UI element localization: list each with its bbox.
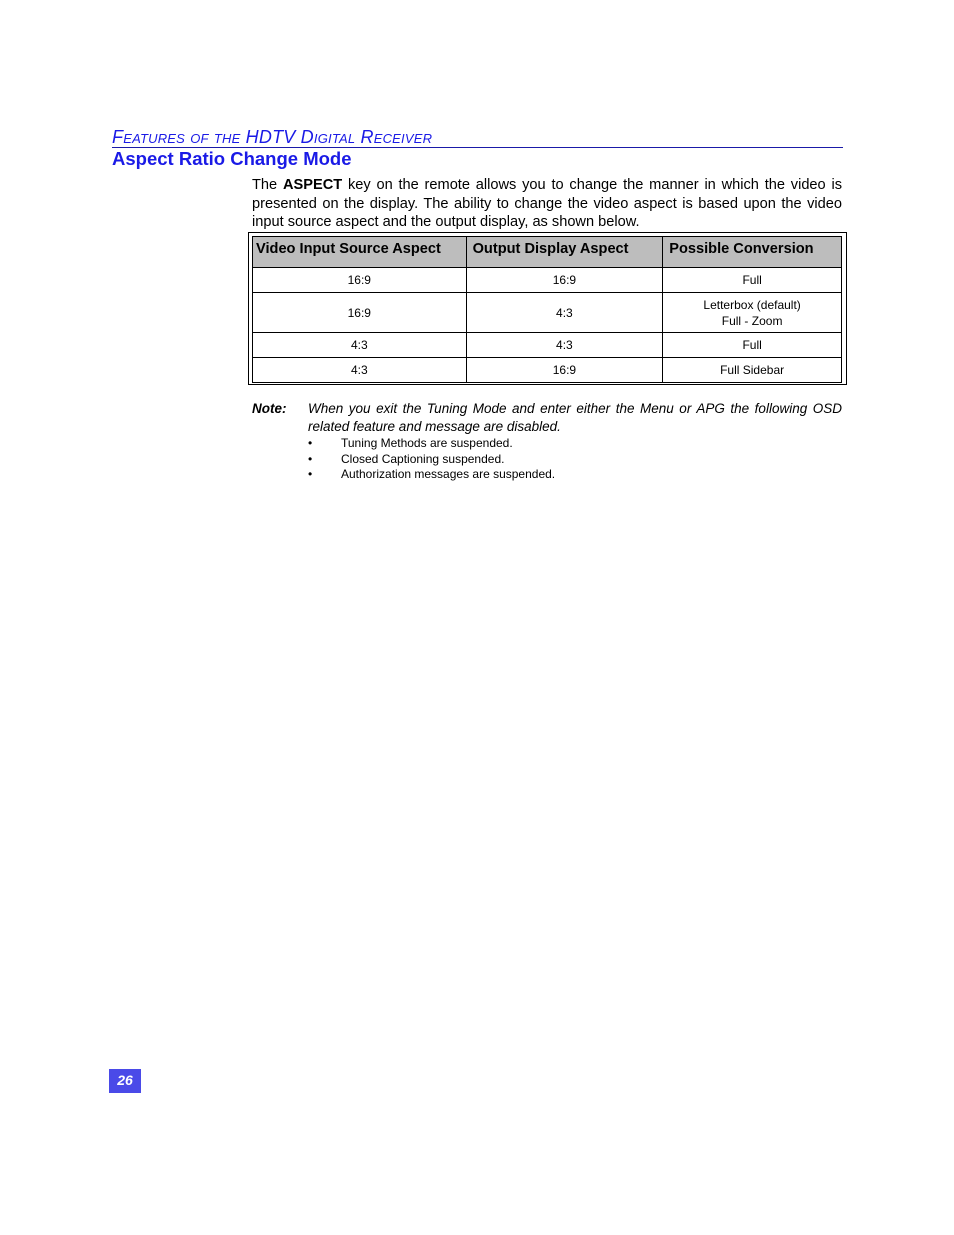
table-row <box>253 268 842 293</box>
bullet-text: Closed Captioning suspended. <box>341 451 505 466</box>
list-item <box>308 452 555 468</box>
intro-paragraph <box>252 176 842 232</box>
conversion-option: Letterbox (default) <box>703 297 801 312</box>
list-item <box>308 467 555 483</box>
conversion-option: Full <box>742 273 762 287</box>
header-possible-conversion: Possible Conversion <box>663 237 842 268</box>
note-bullet-list <box>308 436 555 483</box>
conversion-table-frame <box>248 232 847 385</box>
conversion-table <box>252 236 842 383</box>
page-number-badge: 26 <box>109 1069 141 1093</box>
table-row <box>253 293 842 333</box>
list-item <box>308 436 555 452</box>
conversion-option: Full - Zoom <box>721 313 783 328</box>
bullet-icon: • <box>308 436 313 450</box>
section-header: Features of the HDTV Digital Receiver <box>112 127 843 148</box>
bullet-icon: • <box>308 467 313 481</box>
cell-input-aspect: 4:3 <box>253 358 467 383</box>
conversion-option: Full Sidebar <box>720 363 785 377</box>
intro-text-rest: key on the remote allows you to change the manner in which the video is presented on the display. The ability to change the video aspect is based upon the video input source aspect and the output display, as shown below. <box>252 177 843 231</box>
cell-conversion <box>663 358 842 383</box>
cell-output-aspect: 4:3 <box>466 293 663 333</box>
note-label: Note: <box>252 401 287 416</box>
intro-text-start: The <box>252 177 283 193</box>
cell-conversion <box>663 293 842 333</box>
cell-output-aspect: 4:3 <box>466 333 663 358</box>
cell-input-aspect: 4:3 <box>253 333 467 358</box>
cell-output-aspect: 16:9 <box>466 268 663 293</box>
conversion-option: Full <box>742 338 762 352</box>
cell-conversion <box>663 268 842 293</box>
header-input-aspect: Video Input Source Aspect <box>253 237 467 268</box>
cell-conversion <box>663 333 842 358</box>
cell-output-aspect: 16:9 <box>466 358 663 383</box>
note-text: When you exit the Tuning Mode and enter either the Menu or APG the following OSD related feature and message are disabled. <box>308 401 842 434</box>
cell-input-aspect: 16:9 <box>253 268 467 293</box>
page-title: Aspect Ratio Change Mode <box>112 148 352 169</box>
header-output-aspect: Output Display Aspect <box>466 237 663 268</box>
aspect-key-name: ASPECT <box>282 177 343 193</box>
bullet-text: Authorization messages are suspended. <box>341 467 556 481</box>
table-row <box>253 333 842 358</box>
table-header-row <box>253 237 842 268</box>
bullet-icon: • <box>308 451 313 466</box>
table-row <box>253 358 842 383</box>
bullet-text: Tuning Methods are suspended. <box>341 436 513 450</box>
cell-input-aspect: 16:9 <box>253 293 467 333</box>
